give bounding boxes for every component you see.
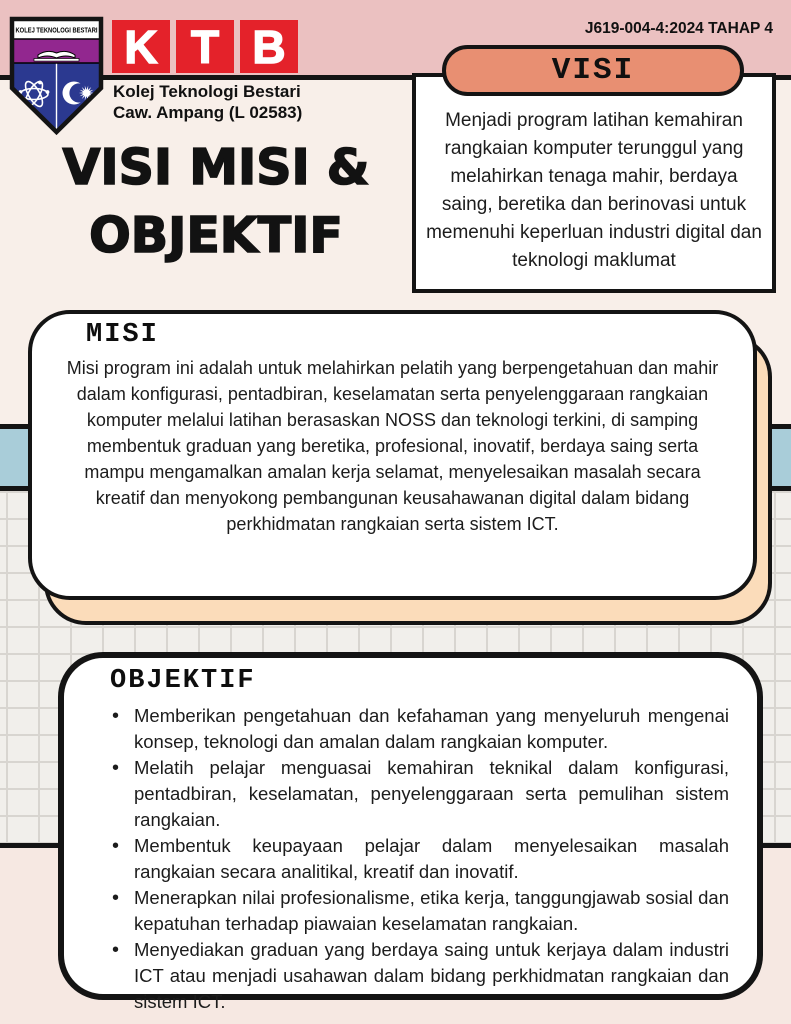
objektif-bullet-list [110, 703, 735, 1015]
shield-banner-text: KOLEJ TEKNOLOGI BESTARI [15, 27, 98, 35]
page-title-line1: VISI MISI & [62, 139, 370, 196]
visi-heading: VISI [551, 53, 635, 88]
objektif-bullet: • Membentuk keupayaan pelajar dalam menyelesaikan masalah rangkaian secara analitikal, kreatif dan inovatif. [110, 833, 729, 885]
objektif-bullet: • Memberikan pengetahuan dan kefahaman yang menyeluruh mengenai konsep, teknologi dan amalan dalam rangkaian komputer. [110, 703, 729, 755]
objektif-card [58, 652, 763, 1012]
book-icon [34, 51, 79, 61]
visi-body: Menjadi program latihan kemahiran rangkaian komputer terunggul yang melahirkan tenaga mahir, berdaya saing, beretika dan berinovasi untuk memenuhi keperluan industri digital dan teknologi maklumat [426, 110, 762, 271]
objektif-heading: OBJEKTIF [110, 666, 256, 696]
objektif-bullet: • Menyediakan graduan yang berdaya saing untuk kerjaya dalam industri ICT atau menjadi usahawan dalam bidang perkhidmatan rangkaian dan sistem ICT. [110, 937, 729, 1015]
visi-card [412, 73, 776, 293]
ktb-letter-block [240, 20, 298, 73]
doc-code: J619-004-4:2024 TAHAP 4 [584, 20, 773, 37]
objektif-bullet: • Menerapkan nilai profesionalisme, etika kerja, tanggungjawab sosial dan kepatuhan terhadap piawaian keselamatan rangkaian. [110, 885, 729, 937]
ktb-letter-blocks [112, 20, 298, 73]
page-title [30, 134, 402, 270]
misi-body: Misi program ini adalah untuk melahirkan pelatih yang berpengetahuan dan mahir dalam konfigurasi, pentadbiran, keselamatan serta penyelenggaraan rangkaian komputer melalui latihan berasaskan NOSS dan teknologi terkini, di samping membentuk graduan yang beretika, profesional, inovatif, berdaya saing serta mampu mengamalkan amalan kerja selamat, menyelesaikan masalah secara kreatif dan menyokong pembangunan keusahawanan digital dalam bidang perkhidmatan rangkaian serta sistem ICT. [66, 358, 719, 534]
misi-heading: MISI [86, 320, 159, 350]
ktb-letter-block [176, 20, 234, 73]
ktb-letter-b: B [252, 20, 286, 73]
visi-pill [442, 45, 744, 96]
ktb-shield-logo [8, 15, 105, 142]
page-title-line2: OBJEKTIF [89, 207, 343, 264]
college-name: Kolej Teknologi Bestari [113, 82, 301, 101]
ktb-letter-k: K [124, 20, 158, 73]
ktb-letter-t: T [190, 20, 220, 73]
college-name-block [113, 81, 302, 123]
shield-graphic [8, 15, 105, 137]
ktb-letter-block [112, 20, 170, 73]
objektif-bullet: • Melatih pelajar menguasai kemahiran teknikal dalam konfigurasi, pentadbiran, keselamatan, penyelenggaraan serta pemulihan sistem rangkaian. [110, 755, 729, 833]
misi-card [28, 310, 757, 600]
college-branch: Caw. Ampang (L 02583) [113, 103, 303, 122]
